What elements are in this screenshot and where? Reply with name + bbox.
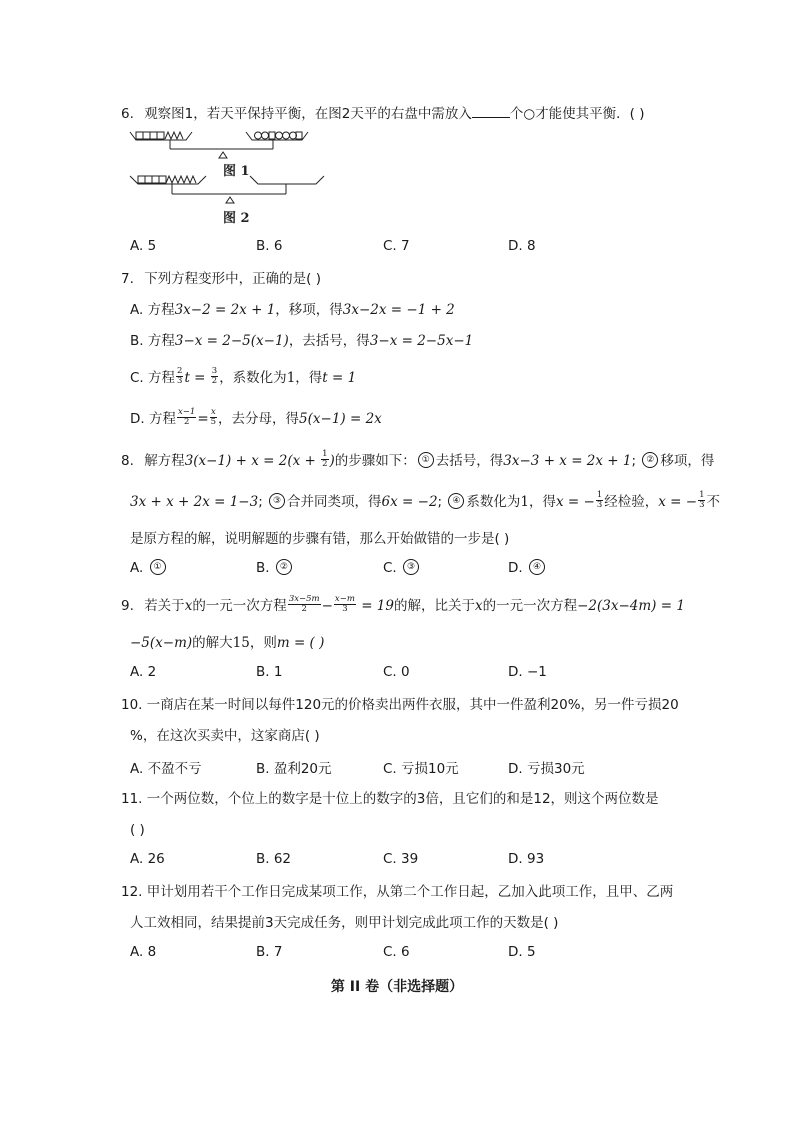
q9-option-d[interactable]: D. −1	[508, 664, 547, 680]
question-7	[121, 269, 321, 289]
balance-figure-2	[130, 176, 324, 203]
question-12-line-1: 12. 甲计划用若干个工作日完成某项工作，从第二个工作日起，乙加入此项工作，且甲、乙两	[121, 884, 674, 900]
q10-option-c[interactable]: C. 亏损10元	[383, 761, 459, 777]
q9-option-a[interactable]: A. 2	[130, 664, 157, 680]
q12-option-b[interactable]: B. 7	[256, 944, 283, 960]
question-6-number: 6.	[121, 106, 134, 122]
fraction-3x-5m-over-2: $\frac{3x-5m}{2}$	[288, 593, 320, 614]
q11-option-c[interactable]: C. 39	[383, 851, 419, 867]
q11-option-b[interactable]: B. 62	[256, 851, 292, 867]
q8-option-b[interactable]: B. ②	[256, 560, 294, 576]
question-8-line-3: 是原方程的解，说明解题的步骤有错，那么开始做错的一步是( )	[130, 531, 510, 547]
step-3-marker: ③	[269, 493, 285, 509]
q12-option-c[interactable]: C. 6	[383, 944, 410, 960]
fraction-x-m-over-3: $\frac{x-m}{3}$	[334, 593, 355, 614]
q11-option-a[interactable]: A. 26	[130, 851, 165, 867]
q8-option-c[interactable]: C. ③	[383, 560, 421, 576]
q6-option-c[interactable]: C. 7	[383, 238, 410, 254]
q10-option-d[interactable]: D. 亏损30元	[508, 761, 585, 777]
fraction-2-3: $\frac{2}{3}$	[177, 365, 183, 386]
question-6-text-b: 个○才能使其平衡．( )	[509, 106, 645, 122]
balance-figure-1	[130, 132, 308, 158]
question-7-number: 7.	[121, 271, 134, 287]
answer-blank	[472, 103, 510, 118]
fraction-x-minus-1-over-2: $\frac{x-1}{2}$	[177, 406, 196, 427]
q9-option-c[interactable]: C. 0	[383, 664, 410, 680]
question-10-line-1: 10. 一商店在某一时间以每件120元的价格卖出两件衣服，其中一件盈利20%，另一件亏损20	[121, 697, 679, 713]
question-9-line-1: 9. 若关于x的一元一次方程 $\frac{3x-5m}{2}$ − $\frac{x-m}{3}$ = 19的解，比关于x的一元一次方程−2(3x−4m) = 1	[121, 593, 685, 614]
question-11-line-1: 11. 一个两位数，个位上的数字是十位上的数字的3倍，且它们的和是12，则这个两位数是	[121, 791, 659, 807]
fraction-x-over-5: $\frac{x}{5}$	[210, 406, 217, 427]
question-8-line-2: 3x + x + 2x = 1−3; ③ 合并同类项，得6x = −2; ④ 系数化为1，得x = − $\frac{1}{3}$ 经检验，x = − $\frac{1}{3}$ 不	[130, 489, 720, 510]
q7-option-a[interactable]: A. 方程3x−2 = 2x + 1，移项，得3x−2x = −1 + 2	[130, 302, 455, 318]
q7-option-d[interactable]: D. 方程 $\frac{x-1}{2}$ = $\frac{x}{5}$ ，去分母，得5(x−1) = 2x	[130, 406, 382, 427]
step-4-marker: ④	[448, 493, 464, 509]
q6-option-d[interactable]: D. 8	[508, 238, 536, 254]
question-8-line-1: 8. 解方程3(x−1) + x = 2(x + $\frac{1}{2}$ )的步骤如下： ① 去括号，得3x−3 + x = 2x + 1; ② 移项，得	[121, 448, 715, 469]
fraction-1-3-second: $\frac{1}{3}$	[699, 489, 705, 510]
q10-option-a[interactable]: A. 不盈不亏	[130, 761, 202, 777]
figure-1-label: 图 1	[223, 164, 250, 179]
q8-option-d[interactable]: D. ④	[508, 560, 547, 576]
fraction-3-2: $\frac{3}{2}$	[211, 365, 218, 386]
balance-figure	[126, 124, 336, 229]
q7-option-c[interactable]: C. 方程 $\frac{2}{3}$ t = $\frac{3}{2}$ ，系数化为1，得t = 1	[130, 365, 357, 386]
question-7-text: 下列方程变形中，正确的是( )	[144, 271, 322, 287]
question-9-line-2: −5(x−m)的解大15，则m = ( )	[130, 635, 325, 651]
figure-2-label: 图 2	[223, 211, 250, 226]
q9-option-b[interactable]: B. 1	[256, 664, 283, 680]
step-2-marker: ②	[642, 452, 658, 468]
q10-option-b[interactable]: B. 盈利20元	[256, 761, 332, 777]
fraction-1-3: $\frac{1}{3}$	[596, 489, 603, 510]
q6-option-b[interactable]: B. 6	[256, 238, 283, 254]
step-1-marker: ①	[418, 452, 434, 468]
question-12-line-2: 人工效相同，结果提前3天完成任务，则甲计划完成此项工作的天数是( )	[130, 915, 559, 931]
question-8-number: 8.	[121, 453, 134, 469]
q6-option-a[interactable]: A. 5	[130, 238, 157, 254]
q11-option-d[interactable]: D. 93	[508, 851, 545, 867]
question-6-text-a: 观察图1，若天平保持平衡，在图2天平的右盘中需放入	[144, 106, 472, 122]
section-title: 第 II 卷（非选择题）	[330, 979, 464, 995]
fraction-1-2: $\frac{1}{2}$	[322, 448, 328, 469]
q8-option-a[interactable]: A. ①	[130, 560, 168, 576]
question-6	[121, 103, 644, 124]
q12-option-a[interactable]: A. 8	[130, 944, 157, 960]
question-11-line-2: ( )	[130, 822, 145, 838]
question-10-line-2: %，在这次买卖中，这家商店( )	[130, 728, 320, 744]
q12-option-d[interactable]: D. 5	[508, 944, 536, 960]
question-9-number: 9.	[121, 598, 134, 614]
q7-option-b[interactable]: B. 方程3−x = 2−5(x−1)，去括号，得3−x = 2−5x−1	[130, 333, 474, 349]
